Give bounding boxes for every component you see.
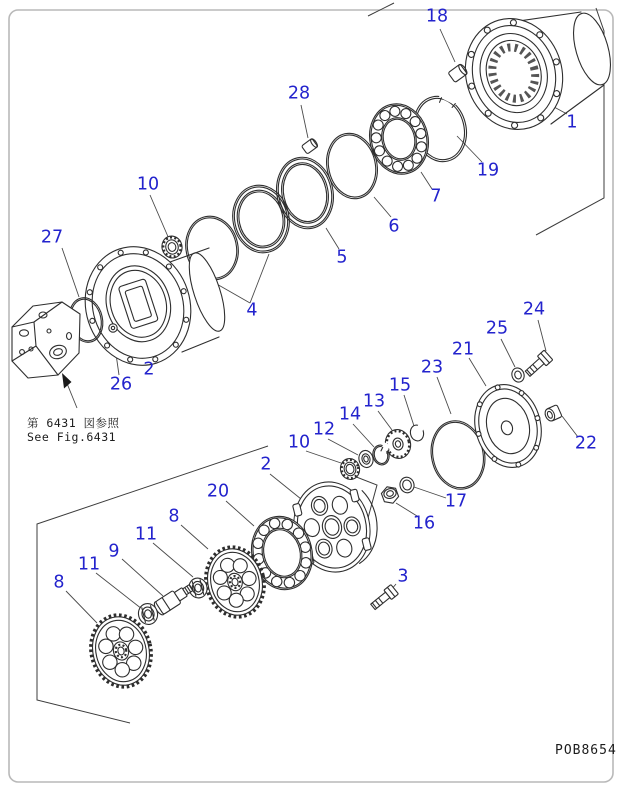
- part-label-27: 27: [40, 227, 64, 248]
- part-label-12: 12: [312, 419, 336, 440]
- part-label-25: 25: [485, 318, 509, 339]
- part-21-cover: [465, 377, 551, 476]
- part-label-4: 4: [246, 300, 258, 321]
- part-25-washer: [510, 366, 526, 384]
- reference-note-en: See Fig.6431: [27, 430, 117, 444]
- part-22-plug: [543, 405, 562, 423]
- part-label-10: 10: [136, 174, 160, 195]
- part-label-7: 7: [430, 186, 442, 207]
- part-12-race: [357, 449, 375, 469]
- part-24-bolt: [523, 350, 553, 378]
- part-label-2: 2: [143, 359, 155, 380]
- part-5-seal-ring: [270, 152, 340, 234]
- part-label-9: 9: [108, 541, 120, 562]
- reference-arrow: [62, 373, 77, 408]
- part-label-8: 8: [53, 572, 65, 593]
- part-label-1: 1: [566, 112, 578, 133]
- figure-code: POB8654: [555, 743, 617, 758]
- part-label-6: 6: [388, 216, 400, 237]
- travel-motor-shape: [12, 302, 80, 378]
- part-15-snap-ring: [409, 423, 427, 442]
- part-label-20: 20: [206, 481, 230, 502]
- part-label-28: 28: [287, 83, 311, 104]
- part-label-11: 11: [77, 554, 101, 575]
- part-26-plug: [109, 324, 117, 332]
- part-label-14: 14: [338, 404, 362, 425]
- part-label-8: 8: [168, 506, 180, 527]
- part-label-23: 23: [420, 357, 444, 378]
- part-label-22: 22: [574, 433, 598, 454]
- part-label-19: 19: [476, 160, 500, 181]
- part-label-10: 10: [287, 432, 311, 453]
- part-label-26: 26: [109, 374, 133, 395]
- part-1-hub-housing: [452, 7, 617, 141]
- part-16-nut: [381, 487, 398, 503]
- part-label-11: 11: [134, 524, 158, 545]
- part-label-21: 21: [451, 339, 475, 360]
- reference-note: [27, 416, 120, 444]
- part-2-case: [70, 233, 232, 379]
- part-label-2: 2: [260, 454, 272, 475]
- part-label-15: 15: [388, 375, 412, 396]
- part-label-18: 18: [425, 6, 449, 27]
- part-label-24: 24: [522, 299, 546, 320]
- part-label-17: 17: [444, 491, 468, 512]
- part-28-pin: [301, 138, 318, 154]
- part-label-13: 13: [362, 391, 386, 412]
- part-9-shaft: [152, 581, 195, 616]
- part-label-3: 3: [397, 566, 409, 587]
- part-7-bearing: [362, 98, 435, 181]
- part-17-washer: [398, 476, 415, 495]
- part-label-16: 16: [412, 513, 436, 534]
- part-3-bolt: [369, 585, 398, 612]
- reference-note-jp: 第 6431 図参照: [27, 416, 120, 430]
- part-label-5: 5: [336, 247, 348, 268]
